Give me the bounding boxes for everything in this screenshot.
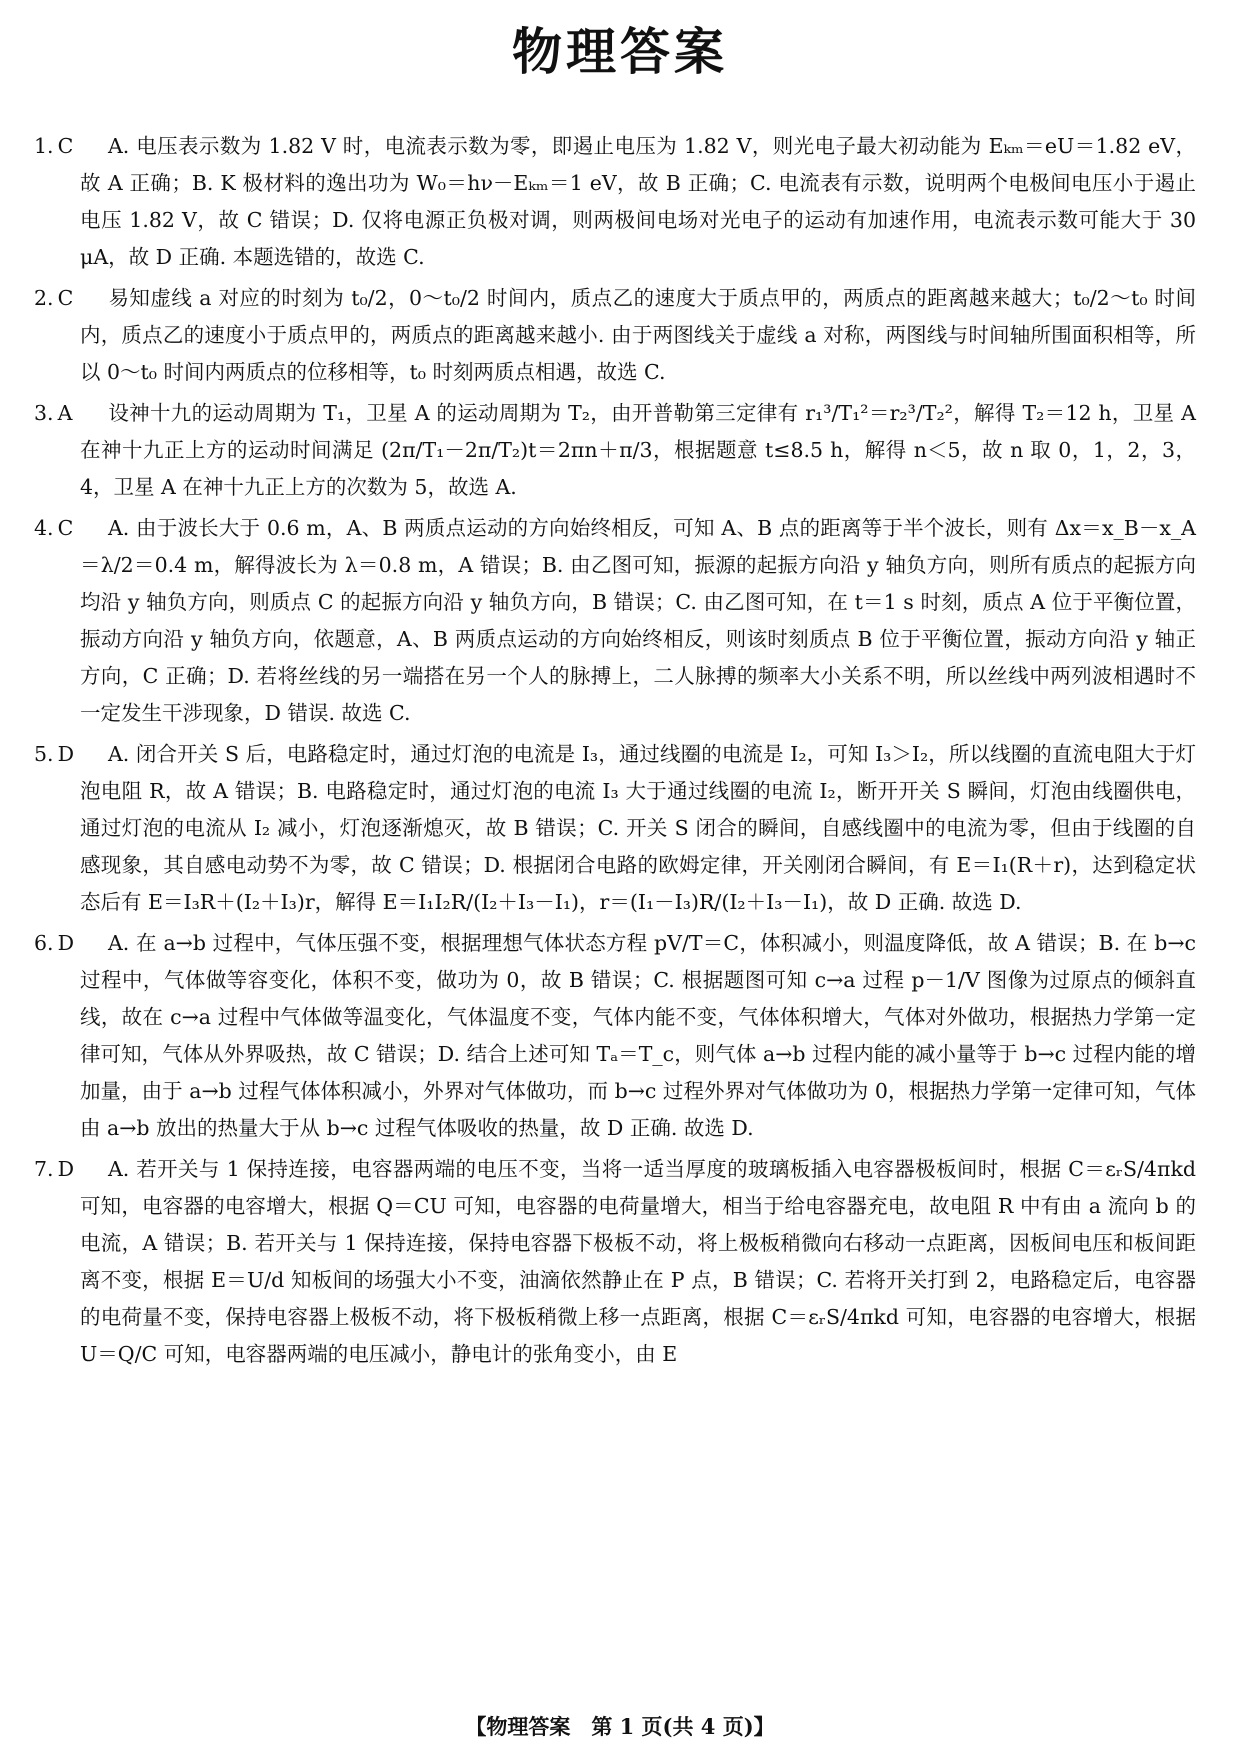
answer-list <box>34 128 1196 1377</box>
item-answer: D <box>57 742 74 766</box>
item-number-block <box>34 280 94 317</box>
item-number: 4. <box>34 516 54 540</box>
item-number-block <box>34 395 94 432</box>
answer-item <box>34 395 1196 506</box>
item-explanation: A. 若开关与 1 保持连接，电容器两端的电压不变，当将一适当厚度的玻璃板插入电容器极板间时，根据 C＝εᵣS/4πkd 可知，电容器的电容增大，根据 Q＝CU 可知，电容器的电荷量增大，相当于给电容器充电，故电阻 R 中有由 a 流向 b 的电流，A 错误；B. 若开关与 1 保持连接，保持电容器下极板不动，将上极板稍微向右移动一点距离，因板间电压和板间距离不变，根据 E＝U/d 知板间的场强大小不变，油滴依然静止在 P 点，B 错误；C. 若将开关打到 2，电路稳定后，电容器的电荷量不变，保持电容器上极板不动，将下极板稍微上移一点距离，根据 C＝εᵣS/4πkd 可知，电容器的电容增大，根据 U＝Q/C 可知，电容器两端的电压减小，静电计的张角变小，由 E <box>80 1157 1196 1366</box>
answer-item <box>34 736 1196 921</box>
item-answer: C <box>57 286 74 310</box>
item-answer: C <box>57 134 74 158</box>
item-answer: C <box>57 516 74 540</box>
item-number: 7. <box>34 1157 54 1181</box>
item-number-block <box>34 1151 94 1188</box>
item-number-block <box>34 736 94 773</box>
answer-item <box>34 510 1196 732</box>
item-number: 3. <box>34 401 54 425</box>
item-number-block <box>34 510 94 547</box>
item-number: 2. <box>34 286 54 310</box>
answer-item <box>34 128 1196 276</box>
answer-item <box>34 280 1196 391</box>
item-explanation: A. 在 a→b 过程中，气体压强不变，根据理想气体状态方程 pV/T＝C，体积减小，则温度降低，故 A 错误；B. 在 b→c 过程中，气体做等容变化，体积不变，做功为 0，故 B 错误；C. 根据题图可知 c→a 过程 p－1/V 图像为过原点的倾斜直线，故在 c→a 过程中气体做等温变化，气体温度不变，气体内能不变，气体体积增大，气体对外做功，根据热力学第一定律可知，气体从外界吸热，故 C 错误；D. 结合上述可知 Tₐ＝T_c，则气体 a→b 过程内能的减小量等于 b→c 过程内能的增加量，由于 a→b 过程气体体积减小，外界对气体做功，而 b→c 过程外界对气体做功为 0，根据热力学第一定律可知，气体由 a→b 放出的热量大于从 b→c 过程气体吸收的热量，故 D 正确. 故选 D. <box>80 931 1196 1140</box>
item-number: 1. <box>34 134 54 158</box>
item-answer: D <box>57 931 74 955</box>
item-explanation: 设神十九的运动周期为 T₁，卫星 A 的运动周期为 T₂，由开普勒第三定律有 r₁³/T₁²＝r₂³/T₂²，解得 T₂＝12 h，卫星 A 在神十九正上方的运动时间满足 (2π/T₁－2π/T₂)t＝2πn＋π/3，根据题意 t≤8.5 h，解得 n＜5，故 n 取 0，1，2，3，4，卫星 A 在神十九正上方的次数为 5，故选 A. <box>80 401 1196 499</box>
answer-item <box>34 925 1196 1147</box>
item-explanation: A. 由于波长大于 0.6 m，A、B 两质点运动的方向始终相反，可知 A、B 点的距离等于半个波长，则有 Δx＝x_B－x_A＝λ/2＝0.4 m，解得波长为 λ＝0.8 m，A 错误；B. 由乙图可知，振源的起振方向沿 y 轴负方向，则所有质点的起振方向均沿 y 轴负方向，则质点 C 的起振方向沿 y 轴负方向，B 错误；C. 由乙图可知，在 t＝1 s 时刻，质点 A 位于平衡位置，振动方向沿 y 轴负方向，依题意，A、B 两质点运动的方向始终相反，则该时刻质点 B 位于平衡位置，振动方向沿 y 轴正方向，C 正确；D. 若将丝线的另一端搭在另一个人的脉搏上，二人脉搏的频率大小关系不明，所以丝线中两列波相遇时不一定发生干涉现象，D 错误. 故选 C. <box>80 516 1196 725</box>
answer-item <box>34 1151 1196 1373</box>
item-number: 6. <box>34 931 54 955</box>
item-number: 5. <box>34 742 54 766</box>
item-explanation: A. 闭合开关 S 后，电路稳定时，通过灯泡的电流是 I₃，通过线圈的电流是 I₂，可知 I₃＞I₂，所以线圈的直流电阻大于灯泡电阻 R，故 A 错误；B. 电路稳定时，通过灯泡的电流 I₃ 大于通过线圈的电流 I₂，断开开关 S 瞬间，灯泡由线圈供电，通过灯泡的电流从 I₂ 减小，灯泡逐渐熄灭，故 B 错误；C. 开关 S 闭合的瞬间，自感线圈中的电流为零，但由于线圈的自感现象，其自感电动势不为零，故 C 错误；D. 根据闭合电路的欧姆定律，开关刚闭合瞬间，有 E＝I₁(R＋r)，达到稳定状态后有 E＝I₃R＋(I₂＋I₃)r，解得 E＝I₁I₂R/(I₂＋I₃－I₁)，r＝(I₁－I₃)R/(I₂＋I₃－I₁)，故 D 正确. 故选 D. <box>80 742 1196 914</box>
page-title: 物理答案 <box>512 22 728 81</box>
item-explanation: A. 电压表示数为 1.82 V 时，电流表示数为零，即遏止电压为 1.82 V，则光电子最大初动能为 Eₖₘ＝eU＝1.82 eV，故 A 正确；B. K 极材料的逸出功为 W₀＝hν－Eₖₘ＝1 eV，故 B 正确；C. 电流表有示数，说明两个电极间电压小于遏止电压 1.82 V，故 C 错误；D. 仅将电源正负极对调，则两极间电场对光电子的运动有加速作用，电流表示数可能大于 30 μA，故 D 正确. 本题选错的，故选 C. <box>80 134 1196 269</box>
item-number-block <box>34 925 94 962</box>
item-explanation: 易知虚线 a 对应的时刻为 t₀/2，0～t₀/2 时间内，质点乙的速度大于质点甲的，两质点的距离越来越大；t₀/2～t₀ 时间内，质点乙的速度小于质点甲的，两质点的距离越来越小. 由于两图线关于虚线 a 对称，两图线与时间轴所围面积相等，所以 0～t₀ 时间内两质点的位移相等，t₀ 时刻两质点相遇，故选 C. <box>80 286 1196 384</box>
page-footer: 【物理答案 第 1 页(共 4 页)】 <box>465 1714 775 1739</box>
item-number-block <box>34 128 94 165</box>
item-answer: A <box>57 401 73 425</box>
item-answer: D <box>57 1157 74 1181</box>
